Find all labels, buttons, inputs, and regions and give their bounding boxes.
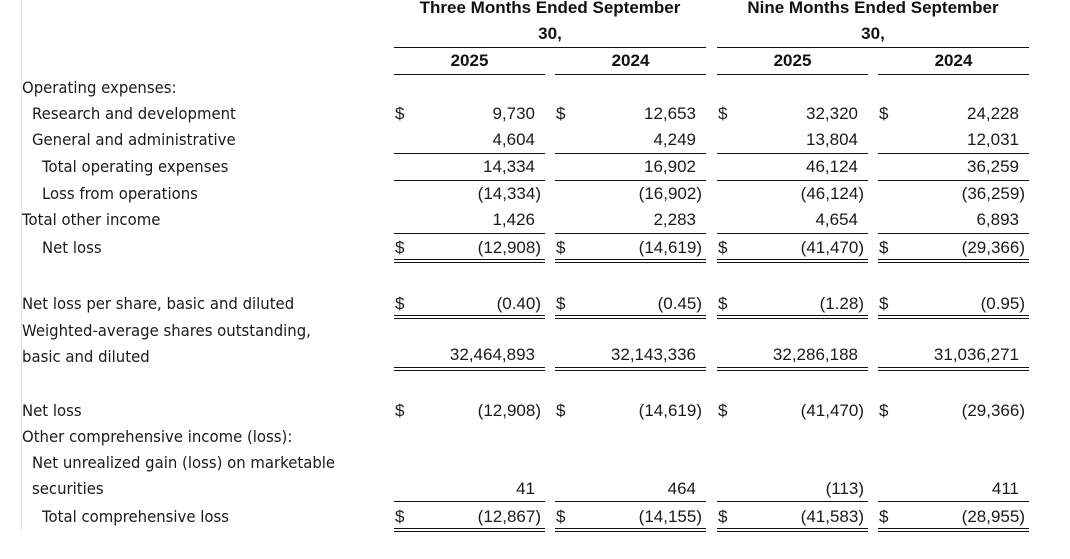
row-label-total-other-income: Total other income — [22, 210, 161, 229]
header-three-months — [394, 0, 706, 47]
total-double-rule — [878, 315, 1029, 319]
value-cell: 32,464,893 — [449, 345, 535, 364]
value-cell: (29,366) — [961, 238, 1025, 257]
value-cell: (14,334) — [477, 184, 541, 203]
total-double-rule — [878, 528, 1029, 532]
value-cell: (113) — [825, 479, 864, 498]
currency-symbol: $ — [879, 104, 889, 123]
value-cell: (28,955) — [961, 507, 1025, 526]
value-cell: (16,902) — [638, 184, 702, 203]
header-nine-months-line2: 30, — [861, 24, 885, 43]
value-cell: 41 — [516, 479, 535, 498]
value-cell: 12,031 — [967, 130, 1019, 149]
value-cell: 2,283 — [653, 210, 696, 229]
subtotal-rule — [717, 153, 868, 154]
total-double-rule — [878, 367, 1029, 371]
value-cell: 411 — [991, 479, 1019, 498]
currency-symbol: $ — [718, 294, 728, 313]
value-cell: 16,902 — [644, 157, 696, 176]
value-cell: 24,228 — [967, 104, 1019, 123]
total-double-rule — [555, 367, 706, 371]
value-cell: 9,730 — [492, 104, 535, 123]
row-label-total-comprehensive-loss: Total comprehensive loss — [42, 507, 229, 526]
value-cell: 6,893 — [976, 210, 1019, 229]
value-cell: 32,143,336 — [610, 345, 696, 364]
value-cell: (14,155) — [638, 507, 702, 526]
currency-symbol: $ — [718, 401, 728, 420]
year-col-3: 2025 — [773, 51, 812, 70]
header-three-months-line1: Three Months Ended September — [419, 0, 681, 17]
subtotal-rule — [394, 153, 545, 154]
value-cell: 36,259 — [967, 157, 1019, 176]
currency-symbol: $ — [718, 104, 728, 123]
subtotal-rule — [878, 153, 1029, 154]
row-label-net-loss-per-share: Net loss per share, basic and diluted — [22, 294, 295, 313]
year-col-1: 2025 — [450, 51, 489, 70]
row-label-net-unrealized-gain: Net unrealized gain (loss) on marketable — [32, 453, 336, 472]
header-nine-months-line1: Nine Months Ended September — [747, 0, 999, 17]
row-label-basic-and-diluted: basic and diluted — [22, 347, 150, 366]
value-cell: (14,619) — [638, 401, 702, 420]
value-cell: (36,259) — [961, 184, 1025, 203]
total-double-rule — [394, 315, 545, 319]
total-double-rule — [555, 259, 706, 263]
subtotal-rule — [394, 180, 545, 181]
value-cell: (14,619) — [638, 238, 702, 257]
subtotal-rule — [394, 233, 545, 234]
subtotal-rule — [717, 501, 868, 502]
value-cell: 4,249 — [653, 130, 696, 149]
currency-symbol: $ — [879, 294, 889, 313]
value-cell: 14,334 — [483, 157, 535, 176]
value-cell: (0.45) — [657, 294, 702, 313]
value-cell: (12,908) — [477, 238, 541, 257]
total-double-rule — [394, 367, 545, 371]
row-label-securities: securities — [32, 479, 104, 498]
value-cell: 12,653 — [644, 104, 696, 123]
year-rule — [394, 74, 545, 75]
row-label-operating-expenses: Operating expenses: — [22, 78, 177, 97]
header-three-months-line2: 30, — [538, 24, 562, 43]
year-rule — [717, 74, 868, 75]
value-cell: (1.28) — [819, 294, 864, 313]
year-rule — [878, 74, 1029, 75]
subtotal-rule — [394, 501, 545, 502]
total-double-rule — [394, 528, 545, 532]
total-double-rule — [717, 367, 868, 371]
row-label-research-development: Research and development — [32, 104, 236, 123]
value-cell: 1,426 — [492, 210, 535, 229]
value-cell: 464 — [667, 479, 696, 498]
subtotal-rule — [555, 180, 706, 181]
total-double-rule — [717, 315, 868, 319]
value-cell: 31,036,271 — [933, 345, 1019, 364]
currency-symbol: $ — [556, 238, 566, 257]
value-cell: 13,804 — [806, 130, 858, 149]
total-double-rule — [555, 315, 706, 319]
row-label-net-loss: Net loss — [42, 238, 102, 257]
value-cell: 4,654 — [815, 210, 858, 229]
subtotal-rule — [555, 233, 706, 234]
value-cell: (12,908) — [477, 401, 541, 420]
value-cell: 32,320 — [806, 104, 858, 123]
subtotal-rule — [717, 180, 868, 181]
total-double-rule — [394, 259, 545, 263]
subtotal-rule — [555, 153, 706, 154]
currency-symbol: $ — [395, 507, 405, 526]
row-label-weighted-average-shares: Weighted-average shares outstanding, — [22, 321, 311, 340]
currency-symbol: $ — [395, 104, 405, 123]
total-double-rule — [717, 528, 868, 532]
currency-symbol: $ — [395, 238, 405, 257]
currency-symbol: $ — [395, 294, 405, 313]
year-col-2: 2024 — [611, 51, 650, 70]
value-cell: (0.95) — [980, 294, 1025, 313]
currency-symbol: $ — [556, 401, 566, 420]
value-cell: (41,470) — [800, 401, 864, 420]
currency-symbol: $ — [395, 401, 405, 420]
row-label-net-loss-2: Net loss — [22, 401, 82, 420]
currency-symbol: $ — [556, 507, 566, 526]
value-cell: (29,366) — [961, 401, 1025, 420]
total-double-rule — [878, 259, 1029, 263]
header-nine-months — [717, 0, 1029, 47]
row-label-other-comprehensive-income: Other comprehensive income (loss): — [22, 427, 293, 446]
value-cell: (46,124) — [800, 184, 864, 203]
currency-symbol: $ — [556, 104, 566, 123]
value-cell: (12,867) — [477, 507, 541, 526]
value-cell: (0.40) — [496, 294, 541, 313]
subtotal-rule — [878, 501, 1029, 502]
total-double-rule — [717, 259, 868, 263]
subtotal-rule — [878, 180, 1029, 181]
subtotal-rule — [878, 233, 1029, 234]
year-col-4: 2024 — [934, 51, 973, 70]
value-cell: (41,470) — [800, 238, 864, 257]
currency-symbol: $ — [718, 507, 728, 526]
value-cell: 32,286,188 — [772, 345, 858, 364]
currency-symbol: $ — [556, 294, 566, 313]
subtotal-rule — [717, 233, 868, 234]
year-rule — [555, 74, 706, 75]
row-label-loss-from-operations: Loss from operations — [42, 184, 198, 203]
value-cell: (41,583) — [800, 507, 864, 526]
currency-symbol: $ — [879, 507, 889, 526]
currency-symbol: $ — [879, 238, 889, 257]
value-cell: 4,604 — [492, 130, 535, 149]
value-cell: 46,124 — [806, 157, 858, 176]
currency-symbol: $ — [718, 238, 728, 257]
subtotal-rule — [555, 501, 706, 502]
total-double-rule — [555, 528, 706, 532]
currency-symbol: $ — [879, 401, 889, 420]
row-label-general-administrative: General and administrative — [32, 130, 236, 149]
row-label-total-operating-expenses: Total operating expenses — [42, 157, 229, 176]
